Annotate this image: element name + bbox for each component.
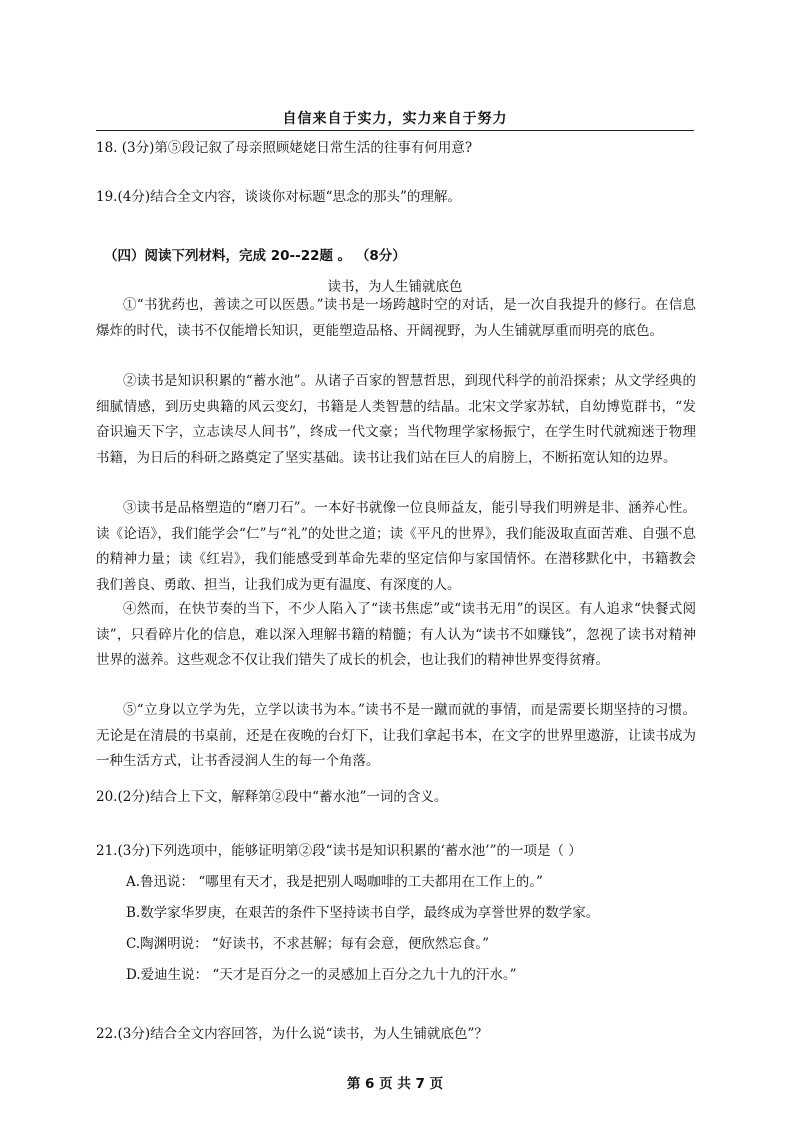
article-paragraph-4: ④然而，在快节奏的当下，不少人陷入了“读书焦虑”或“读书无用”的误区。有人追求“快餐式阅读”，只看碎片化的信息，难以深入理解书籍的精髓；有人认为“读书不如赚钱”，忽视了读书对精神世界的滋养。这些观念不仅让我们错失了成长的机会，也让我们的精神世界变得贫瘠。	[96, 601, 696, 668]
question-21-option-b: B.数学家华罗庚，在艰苦的条件下坚持读书自学，最终成为享誉世界的数学家。	[126, 905, 600, 921]
question-21-option-a: A.鲁迅说： “哪里有天才，我是把别人喝咖啡的工夫都用在工作上的。”	[126, 874, 543, 890]
header-divider	[96, 130, 694, 131]
article-title: 读书，为人生铺就底色	[327, 279, 463, 295]
article-paragraph-2: ②读书是知识积累的“蓄水池”。从诸子百家的智慧哲思，到现代科学的前沿探索；从文学经典的细腻情感，到历史典籍的风云变幻，书籍是人类智慧的结晶。北宋文学家苏轼，自幼博览群书，“发奋识遍天下字，立志读尽人间书”，终成一代文豪；当代物理学家杨振宁，在学生时代就痴迷于物理书籍，为日后的科研之路奠定了坚实基础。读书让我们站在巨人的肩膀上，不断拓宽认知的边界。	[96, 373, 696, 466]
page-number-footer: 第 6 页 共 7 页	[346, 1076, 444, 1092]
question-21-option-c: C.陶渊明说： “好读书，不求甚解；每有会意，便欣然忘食。”	[126, 936, 489, 952]
question-21-option-d: D.爱迪生说： “天才是百分之一的灵感加上百分之九十九的汗水。”	[126, 967, 517, 983]
question-19: 19.(4分)结合全文内容，谈谈你对标题“思念的那头”的理解。	[96, 189, 461, 205]
section-4-heading: （四）阅读下列材料，完成 20--22题 。 （8分）	[104, 248, 406, 264]
article-paragraph-1: ①“书犹药也，善读之可以医愚。”读书是一场跨越时空的对话，是一次自我提升的修行。在信息爆炸的时代，读书不仅能增长知识，更能塑造品格、开阔视野，为人生铺就厚重而明亮的底色。	[96, 297, 696, 339]
question-18: 18. (3分)第⑤段记叙了母亲照顾姥姥日常生活的往事有何用意?	[96, 140, 473, 156]
article-paragraph-5: ⑤“立身以立学为先，立学以读书为本。”读书不是一蹴而就的事情，而是需要长期坚持的习惯。无论是在清晨的书桌前，还是在夜晚的台灯下，让我们拿起书本，在文字的世界里遨游，让读书成为一种生活方式，让书香浸润人生的每一个角落。	[96, 702, 696, 769]
question-20: 20.(2分)结合上下文，解释第②段中“蓄水池”一词的含义。	[96, 789, 448, 805]
article-paragraph-3: ③读书是品格塑造的“磨刀石”。一本好书就像一位良师益友，能引导我们明辨是非、涵养心性。读《论语》，我们能学会“仁”与“礼”的处世之道；读《平凡的世界》，我们能汲取直面苦难、自强不息的精神力量；读《红岩》，我们能感受到革命先辈的坚定信仰与家国情怀。在潜移默化中，书籍教会我们善良、勇敢、担当，让我们成为更有温度、有深度的人。	[96, 500, 696, 593]
question-22: 22.(3分)结合全文内容回答，为什么说“读书，为人生铺就底色”？	[96, 1026, 488, 1042]
question-21: 21.(3分)下列选项中，能够证明第②段“读书是知识积累的‘蓄水池’”的一项是（ ）	[96, 843, 582, 859]
page-header-motto: 自信来自于实力，实力来自于努力	[282, 111, 508, 127]
